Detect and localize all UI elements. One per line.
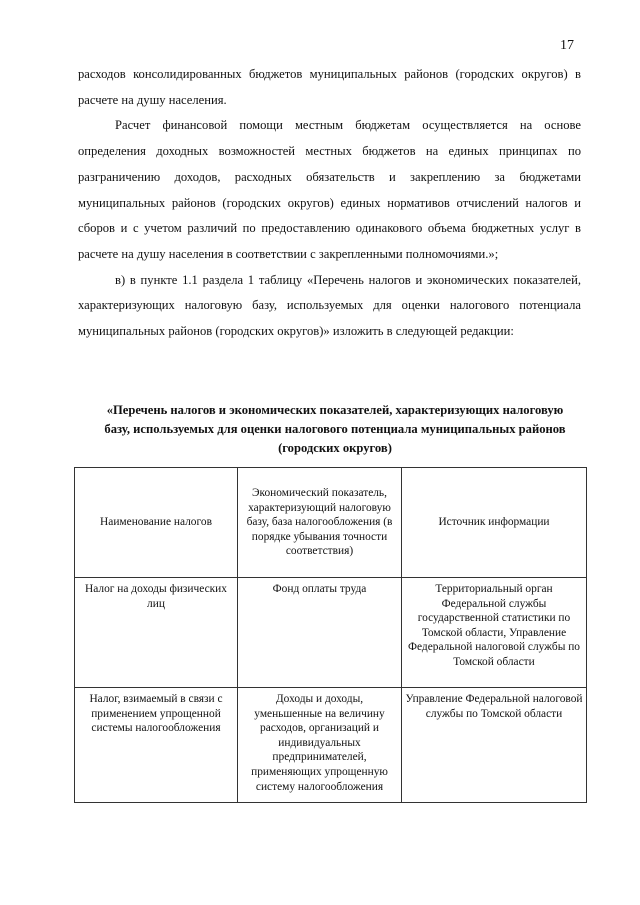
body-text xyxy=(78,62,581,345)
cell-tax-name: Налог, взимаемый в связи с применением упрощенной системы налогообложения xyxy=(75,688,238,803)
header-tax-name: Наименование налогов xyxy=(75,468,238,578)
table-header-row xyxy=(75,468,587,578)
cell-indicator: Доходы и доходы, уменьшенные на величину расходов, организаций и индивидуальных предпринимателей, применяющих упрощенную систему налогообложения xyxy=(238,688,402,803)
page-number: 17 xyxy=(560,38,574,53)
tax-table-container xyxy=(74,467,586,803)
paragraph-financial-aid: Расчет финансовой помощи местным бюджетам осуществляется на основе определения доходных возможностей местных бюджетов на единых принципах по разграничению доходов, расходных обязательств и закреплению за бюджетами муниципальных районов (городских округов) единых нормативов отчислений налогов и сборов и с учетом различий по предоставлению одинакового объема бюджетных услуг в расчете на душу населения в соответствии с закрепленными полномочиями.»; xyxy=(78,118,581,261)
table-row xyxy=(75,578,587,688)
header-source: Источник информации xyxy=(402,468,587,578)
cell-source: Территориальный орган Федеральной службы государственной статистики по Томской области, Управление Федеральной налоговой службы по Томской области xyxy=(402,578,587,688)
tax-table xyxy=(74,467,587,803)
paragraph-amendment: в) в пункте 1.1 раздела 1 таблицу «Перечень налогов и экономических показателей, характеризующих налоговую базу, используемых для оценки налогового потенциала муниципальных районов (городских округов)» изложить в следующей редакции: xyxy=(78,272,581,339)
table-title: «Перечень налогов и экономических показателей, характеризующих налоговую базу, используемых для оценки налогового потенциала муниципальных районов (городских округов) xyxy=(104,403,566,455)
paragraph-continuation: расходов консолидированных бюджетов муниципальных районов (городских округов) в расчете на душу населения. xyxy=(78,67,581,107)
cell-indicator: Фонд оплаты труда xyxy=(238,578,402,688)
cell-source: Управление Федеральной налоговой службы по Томской области xyxy=(402,688,587,803)
cell-tax-name: Налог на доходы физических лиц xyxy=(75,578,238,688)
header-indicator: Экономический показатель, характеризующий налоговую базу, база налогообложения (в порядке убывания точности соответствия) xyxy=(238,468,402,578)
table-row xyxy=(75,688,587,803)
